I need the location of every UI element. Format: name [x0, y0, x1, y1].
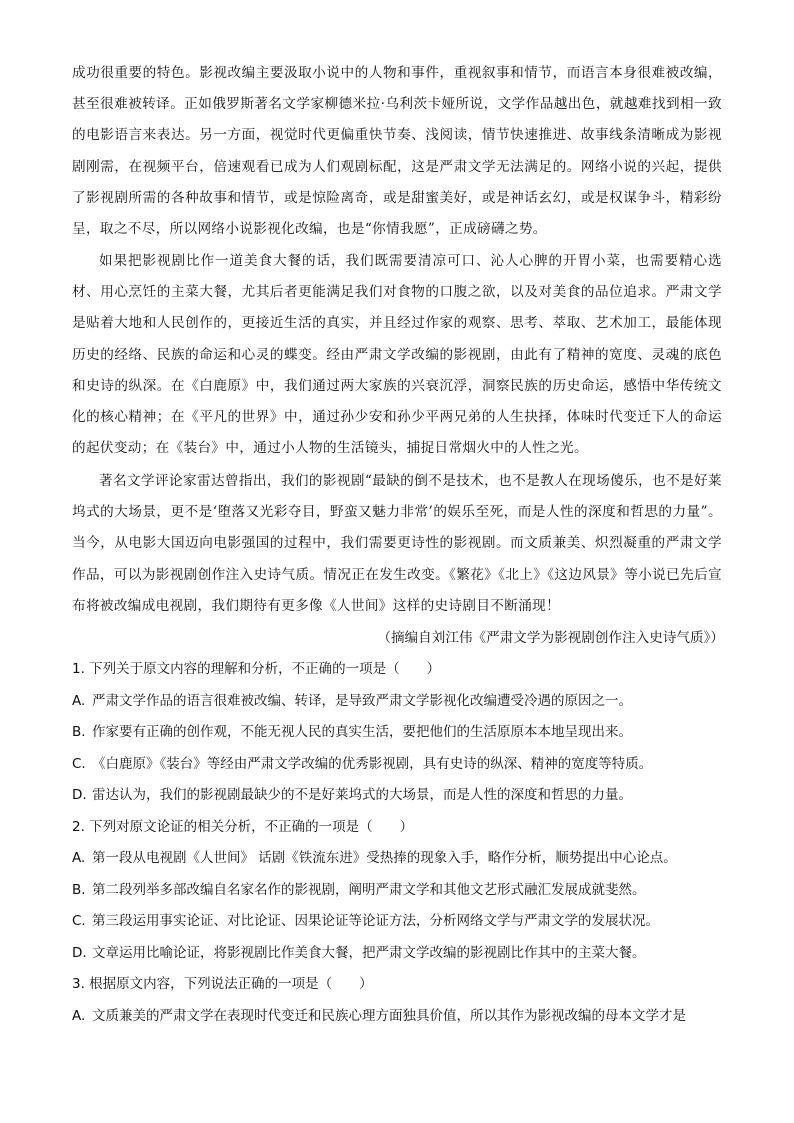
question-1-option-b[interactable] — [72, 717, 722, 749]
passage-paragraph-2 — [72, 246, 722, 464]
question-1-option-a[interactable] — [72, 686, 722, 718]
option-letter: A. — [72, 1007, 86, 1024]
option-letter: C. — [72, 755, 86, 772]
question-2-option-d[interactable] — [72, 938, 722, 970]
option-letter: C. — [72, 913, 86, 929]
question-1-stem: 1. 下列关于原文内容的理解和分析，不正确的一项是（ ） — [72, 661, 441, 677]
question-2-option-c[interactable] — [72, 906, 722, 938]
option-letter: B. — [72, 724, 86, 740]
option-letter: A. — [72, 850, 86, 866]
option-text: 《白鹿原》《装台》等经由严肃文学改编的优秀影视剧，具有史诗的纵深、精神的宽度等特质。 — [92, 755, 653, 772]
passage-text-1: 成功很重要的特色。影视改编主要汲取小说中的人物和事件，重视叙事和情节，而语言本身很难被改编，甚至很难被转译。正如俄罗斯著名文学家柳德米拉·乌利茨卡娅所说，文学作品越出色，就越难找到相一致的电影语言来表达。另一方面，视觉时代更偏重快节奏、浅阅读，情节快速推进、故事线条清晰成为影视剧刚需，在视频平台，倍速观看已成为人们观剧标配，这是严肃文学无法满足的。网络小说的兴起，提供了影视剧所需的各种故事和情节，或是惊险离奇，或是甜蜜美好，或是神话玄幻，或是权谋争斗，精彩纷呈，取之不尽，所以网络小说影视化改编，也是“你情我愿”，正成磅礴之势。 — [72, 65, 722, 238]
option-text: 第三段运用事实论证、对比论证、因果论证等论证方法，分析网络文学与严肃文学的发展状况。 — [92, 913, 659, 929]
passage-paragraph-1 — [72, 58, 722, 245]
option-letter: D. — [72, 944, 87, 961]
option-text: 文质兼美的严肃文学在表现时代变迁和民族心理方面独具价值，所以其作为影视改编的母本文学才是 — [92, 1007, 686, 1024]
question-3-option-a[interactable] — [72, 1001, 722, 1033]
option-text: 雷达认为，我们的影视剧最缺少的不是好莱坞式的大场景，而是人性的深度和哲思的力量。 — [92, 787, 632, 803]
question-2-option-b[interactable] — [72, 875, 722, 907]
passage-paragraph-3 — [72, 466, 722, 622]
passage-text-3: 著名文学评论家雷达曾指出，我们的影视剧“最缺的倒不是技术，也不是教人在现场傻乐，也不是好莱坞式的大场景，更不是‘堕落又光彩夺目，野蛮又魅力非常’的娱乐至死，而是人性的深度和哲思的力量”。当今，从电影大国迈向电影强国的过程中，我们需要更诗性的影视剧。而文质兼美、炽烈凝重的严肃文学作品，可以为影视剧创作注入史诗气质。情况正在发生改变。《繁花》《北上》《这边风景》等小说已先后宣布将被改编成电视剧，我们期待有更多像《人世间》这样的史诗剧目不断涌现！ — [72, 473, 722, 614]
option-text: 第二段列举多部改编自名家名作的影视剧，阐明严肃文学和其他文艺形式融汇发展成就斐然。 — [92, 881, 646, 898]
question-2-option-a[interactable] — [72, 843, 722, 875]
source-attribution: （摘编自刘江伟《严肃文学为影视剧创作注入史诗气质》） — [377, 630, 724, 646]
option-letter: A. — [72, 692, 86, 709]
question-1-option-d[interactable] — [72, 780, 722, 812]
option-text: 严肃文学作品的语言很难被改编、转译，是导致严肃文学影视化改编遭受冷遇的原因之一。 — [92, 692, 632, 709]
option-letter: B. — [72, 881, 86, 898]
question-1-option-c[interactable] — [72, 749, 722, 781]
question-list — [72, 654, 722, 1032]
passage-text-2: 如果把影视剧比作一道美食大餐的话，我们既需要清凉可口、沁人心脾的开胃小菜，也需要精心选材、用心烹饪的主菜大餐，尤其后者更能满足我们对食物的口腹之欲，以及对美食的品位追求。严肃文学是贴着大地和人民创作的，更接近生活的真实，并且经过作家的观察、思考、萃取、艺术加工，最能体现历史的经络、民族的命运和心灵的蝶变。经由严肃文学改编的影视剧，由此有了精神的宽度、灵魂的底色和史诗的纵深。在《白鹿原》中，我们通过两大家族的兴衰沉浮，洞察民族的历史命运，感悟中华传统文化的核心精神；在《平凡的世界》中，通过孙少安和孙少平两兄弟的人生抉择，体味时代变迁下人的命运的起伏变动；在《装台》中，通过小人物的生活镜头，捕捉日常烟火中的人性之光。 — [72, 253, 722, 457]
option-text: 第一段从电视剧《人世间》 话剧《铁流东进》受热捧的现象入手，略作分析，顺势提出中心论点。 — [92, 850, 677, 866]
option-text: 作家要有正确的创作观，不能无视人民的真实生活，要把他们的生活原原本本地呈现出来。 — [92, 724, 632, 740]
question-3-stem: 3. 根据原文内容，下列说法正确的一项是（ ） — [72, 976, 373, 992]
option-text: 文章运用比喻论证，将影视剧比作美食大餐，把严肃文学改编的影视剧比作其中的主菜大餐。 — [92, 944, 646, 961]
option-letter: D. — [72, 787, 87, 803]
question-2-stem: 2. 下列对原文论证的相关分析，不正确的一项是（ ） — [72, 818, 414, 835]
